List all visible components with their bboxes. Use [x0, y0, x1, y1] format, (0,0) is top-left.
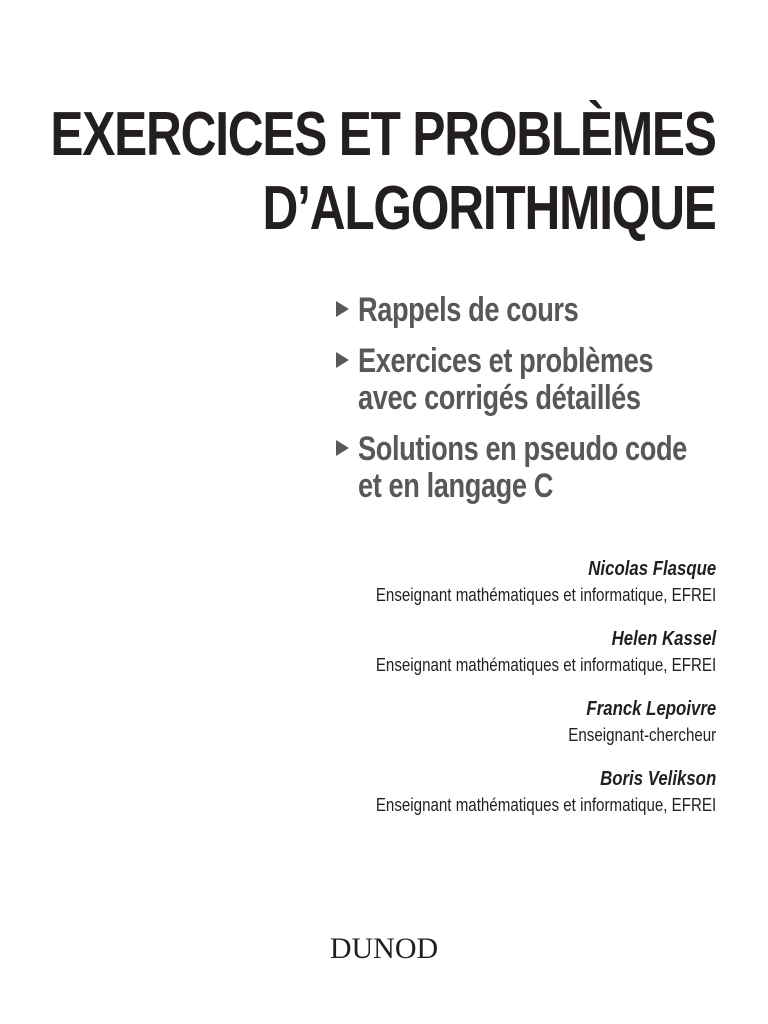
author-name: Franck Lepoivre — [586, 698, 716, 720]
feature-line: Rappels de cours — [358, 291, 579, 329]
triangle-right-icon — [336, 352, 349, 368]
triangle-right-icon — [336, 301, 349, 317]
author-name: Nicolas Flasque — [588, 558, 716, 580]
feature-line: Exercices et problèmes — [358, 342, 654, 380]
feature-line: Solutions en pseudo code — [358, 430, 687, 468]
author-entry — [311, 556, 716, 608]
author-role: Enseignant mathématiques et informatique, EFREI — [375, 795, 716, 815]
feature-item — [336, 431, 756, 505]
author-entry — [311, 626, 716, 678]
author-role: Enseignant mathématiques et informatique, EFREI — [375, 655, 716, 675]
book-title-line-2: D’ALGORITHMIQUE — [262, 174, 716, 243]
triangle-right-icon — [336, 440, 349, 456]
feature-item — [336, 343, 756, 417]
author-name: Helen Kassel — [611, 628, 716, 650]
feature-line: avec corrigés détaillés — [358, 379, 641, 417]
author-name: Boris Velikson — [599, 768, 716, 790]
publisher-logo: DUNOD — [329, 932, 439, 965]
author-list — [311, 556, 716, 836]
author-role: Enseignant-chercheur — [568, 725, 716, 745]
feature-list — [336, 292, 756, 519]
book-title-line-1: EXERCICES ET PROBLÈMES — [50, 100, 716, 169]
feature-item — [336, 292, 756, 329]
feature-line: et en langage C — [358, 467, 554, 505]
author-role: Enseignant mathématiques et informatique, EFREI — [375, 585, 716, 605]
author-entry — [311, 766, 716, 818]
book-title — [51, 98, 716, 246]
author-entry — [311, 696, 716, 748]
